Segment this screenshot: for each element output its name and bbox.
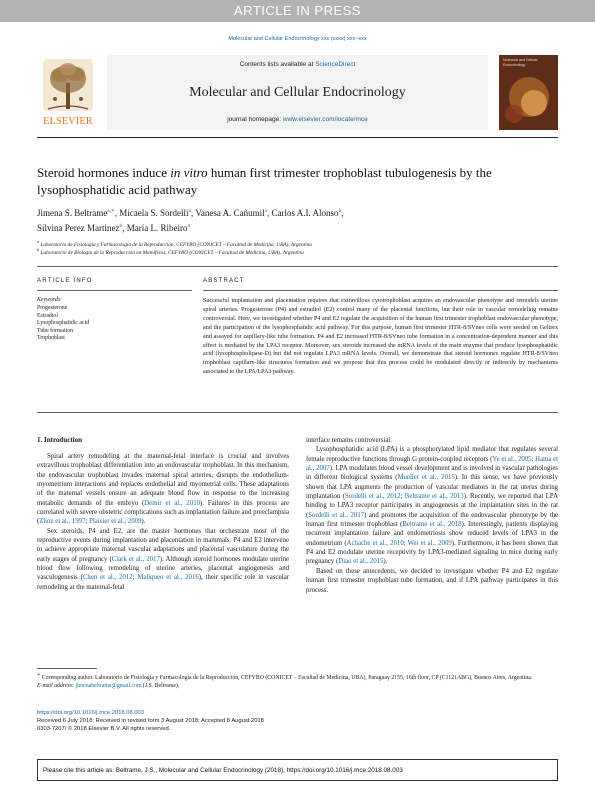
title-text: Steroid hormones induce	[37, 165, 171, 180]
footnote-divider	[37, 668, 97, 669]
citation-link[interactable]: Achache et al., 2010	[346, 539, 404, 547]
author-separator: ,	[122, 223, 127, 233]
author-name[interactable]: Silvina Perez Martinez	[37, 223, 120, 233]
citation-link[interactable]: Beltrame et al., 2013	[404, 493, 464, 501]
text-run: ) and promotes the acquisition of the endovascular phenotype by the human first trimester trophoblast (	[306, 511, 558, 529]
citation-link[interactable]: Maliqueo et al., 2016	[137, 574, 199, 582]
journal-reference-link[interactable]: Molecular and Cellular Endocrinology xxx (xxxx) xxx–xxx	[228, 36, 367, 42]
article-title	[37, 164, 537, 198]
citation-link[interactable]: Mueller et al., 2015	[397, 474, 455, 482]
text-run: Lysophosphatidic acid (LPA) is a phosphorylated lipid mediator that regulates several female reproductive functions through G protein-coupled receptors (	[306, 446, 558, 463]
journal-masthead	[37, 55, 558, 130]
divider	[203, 290, 558, 291]
text-run: ). In this sense, we have previously shown that LPA augments the production of vascular mediators in the rat uterus during implantation (	[306, 474, 558, 501]
abstract-heading: ABSTRACT	[203, 278, 245, 284]
citation-link[interactable]: Ye et al., 2005	[492, 455, 532, 463]
author-list	[37, 205, 537, 235]
author-affiliation-marker[interactable]: a,∗	[107, 208, 115, 214]
text-run: ;	[531, 455, 536, 463]
masthead-center	[107, 55, 488, 130]
body-column-left	[37, 452, 289, 592]
paragraph: interface remains controversial.	[306, 437, 392, 444]
text-run: ). Failures in this process are correlated with severe obstetric complications such as implantation failure and preeclampsia (	[37, 499, 289, 526]
citation-link[interactable]: Demir et al., 2010	[144, 499, 201, 507]
email-link[interactable]: jimenabeltrame@gmail.com	[75, 682, 142, 689]
publisher-name: ELSEVIER	[43, 116, 93, 127]
footnote-text	[37, 672, 558, 682]
divider	[37, 412, 558, 413]
citation-link[interactable]: Plaisier et al., 2009	[89, 518, 142, 526]
author-separator: ,	[191, 208, 196, 218]
journal-title: Molecular and Cellular Endocrinology	[189, 85, 406, 100]
citation-link[interactable]: Diao et al., 2015	[338, 558, 384, 566]
text-run: ;	[85, 518, 90, 526]
sciencedirect-link[interactable]: ScienceDirect	[315, 61, 356, 68]
affiliation-text: Laboratorio de Biología de la Reproducción en Mamíferos, CEFYBO (CONICET – Facultad de Medicina, UBA), Argentina	[40, 249, 304, 256]
article-info-heading: ARTICLE INFO	[37, 278, 93, 284]
text-run: ), their specific role in vascular remodeling at the maternal-fetal	[37, 574, 290, 591]
paragraph: Based on these antecedents, we decided to investigate whether P4 and E2 regulate human first trimester trophoblast tube formation, and if LPA pathway participates in this process.	[306, 567, 558, 594]
copyright-line: 0303-7207/ © 2018 Elsevier B.V. All rights reserved.	[37, 726, 171, 732]
citation-box: Please cite this article as: Beltrame, J.S., Molecular and Cellular Endocrinology (2018), https://doi.org/10.1016/j.mce.2018.08.003	[37, 759, 558, 781]
corresponding-author-footnote	[37, 672, 558, 690]
section-heading-introduction: 1. Introduction	[37, 436, 82, 444]
text-run: ). Furthermore, it has been shown that P4 and E2 modulate uterine receptivity by LPA3-mediated signaling in mice during early pregnancy (	[306, 539, 558, 566]
author-affiliation-marker[interactable]: a	[188, 208, 191, 214]
footnote-marker: ∗	[37, 673, 41, 678]
author-name[interactable]: Vanesa A. Cañumil	[195, 208, 265, 218]
keyword: Lysophosphatidic acid	[37, 320, 90, 327]
article-in-press-banner: ARTICLE IN PRESS	[0, 0, 595, 22]
author-separator: ,	[341, 208, 344, 218]
text-run: ).	[383, 558, 388, 566]
citation-link[interactable]: Beltrame et al., 2018	[402, 521, 462, 529]
paragraph	[37, 452, 289, 527]
homepage-link[interactable]: www.elsevier.com/locate/mce	[282, 116, 368, 123]
homepage-prefix: journal homepage:	[227, 116, 283, 123]
email-label: E-mail address:	[37, 682, 76, 689]
keywords-label: Keywords:	[37, 297, 62, 303]
affiliation-marker: b	[37, 247, 40, 252]
text-run: ).	[141, 518, 146, 526]
text-run: Sex steroids, P4 and E2, are the master hormones that orchestrate most of the reproductive events during implantation and placentation in mammals. P4 and E2 intervene to achieve appropriate maternal vascular adaptations and placental vasculature during the early stages of pregnancy (	[37, 527, 289, 563]
paragraph	[306, 445, 558, 566]
citation-link[interactable]: Hama et al., 2007	[306, 455, 559, 473]
elsevier-logo[interactable]	[37, 55, 99, 130]
citation-link[interactable]: Sordelli et al., 2017	[308, 511, 365, 519]
text-run: ). Although steroid hormones modulate uterine blood flow following remodeling of uterine arteries, placental angiogenesis and vasculogenesis (	[37, 555, 289, 582]
text-run: ). LPA modulates blood vessel development and is involved in vascular pathologies in different biological systems (	[306, 465, 558, 482]
keywords-list	[37, 305, 89, 343]
doi-link[interactable]: https://doi.org/10.1016/j.mce.2018.08.003	[37, 710, 144, 716]
keyword: Progesterone	[37, 305, 68, 311]
title-text: human first trimester trophoblast tubulogenesis by the lysophosphatidic acid pathway	[37, 165, 492, 197]
keyword: Tube formation	[37, 327, 74, 334]
citation-link[interactable]: Clark et al., 2017	[111, 555, 160, 563]
citation-link[interactable]: Chen et al., 2012	[82, 574, 133, 582]
paragraph	[37, 527, 289, 592]
author-name[interactable]: María L. Ribeiro	[126, 223, 188, 233]
author-name[interactable]: Micaela S. Sordelli	[119, 208, 189, 218]
cover-journal-title: Molecular and Cellular Endocrinology	[503, 58, 538, 67]
homepage-line	[107, 116, 488, 123]
affiliation-b	[37, 246, 304, 257]
author-separator: ,	[114, 208, 120, 218]
affiliation-marker: a	[37, 239, 39, 244]
text-run: Spiral artery remodeling at the maternal-fetal interface is crucial and involves extravillous trophoblast differentiation into an endovascular trophoblast. In this mechanism, the endovascular trophoblast invades maternal spiral arteries, disrupts the endothelium-myometrium interactions and replaces endothelial and myometrial cells. These adaptations of the maternal vessels ensure an adequate blood flow in response to the increasing metabolic demands of the embryo (	[37, 453, 289, 507]
text-run: ). Interestingly, patients displaying recurrent implantation failure and endometriosis show reduced levels of LPA3 in the endometrium (	[306, 521, 559, 547]
text-run: ;	[403, 539, 408, 547]
citation-link[interactable]: Sordelli et al., 2012	[345, 493, 401, 501]
author-name[interactable]: Carlos A.I. Alonso	[271, 208, 339, 218]
author-name[interactable]: Jimena S. Beltrame	[37, 208, 108, 218]
author-affiliation-marker[interactable]: a	[264, 208, 268, 214]
publication-info	[37, 709, 437, 733]
abstract-text: Successful implantation and placentation requires that extravillous cytotrophoblast acquires an endovascular phenotype and remodels uterine spiral arteries. Progesterone (P4) and estradiol (E2) control many of the placental functions, but their role in vascular remodeling remains controversial. Here, we investigated whether P4 and E2 regulate the acquisition of the human first trimester trophoblast endovascular phenotype, and the participation of the lysophosphatidic acid pathway. For this purpose, human first trimester HTR-8/SVneo cells were seeded on Geltrex and assayed for capillary-like tube formation. P4 and E2 increased HTR-8/SVneo tube formation in a concentration-dependent manner and this effect is mediated by the LPA3 receptor. Moreover, sex steroids increased the mRNA levels of the main enzyme that produce lysophosphatidic acid (lysophospholipase-D) but did not regulate LPA3 mRNA levels. Overall, we demonstrate that steroid hormones regulate HTR-8/SVneo trophoblast capillary-like structures formation and we propose that this process could be modulated directly or indirectly by mechanisms associated to the LPA/LPA3 pathway.	[203, 298, 558, 376]
author-affiliation-marker[interactable]: a	[187, 223, 190, 229]
masthead-rule	[37, 137, 558, 138]
citation-link[interactable]: Zhou et al., 1997	[39, 518, 86, 526]
keyword: Estradiol	[37, 312, 58, 319]
footnote-body: Corresponding author. Laboratorio de Fisiología y Farmacología de la Reproducción, CEFYBO (CONICET – Facultad de Medicina, UBA), Paraguay 2155, 16th floor, CP (C1121ABG), Buenos Aires, Argentina.	[40, 674, 533, 681]
divider	[37, 266, 558, 267]
elsevier-tree-icon	[43, 59, 93, 111]
divider	[37, 290, 192, 291]
keyword: Trophoblast	[37, 335, 65, 342]
text-run: ;	[400, 493, 405, 501]
journal-cover-image[interactable]	[499, 55, 558, 130]
cover-art	[521, 90, 547, 116]
author-affiliation-marker[interactable]: b	[338, 208, 342, 214]
email-line	[37, 682, 558, 690]
contents-line	[107, 61, 488, 68]
text-run: ;	[132, 574, 138, 582]
cover-art	[505, 105, 523, 123]
author-separator: ,	[267, 208, 272, 218]
received-dates: Received 6 July 2018; Received in revised form 3 August 2018; Accepted 8 August 2018	[37, 718, 264, 724]
email-suffix: (J.S. Beltrame).	[141, 682, 180, 689]
title-italic: in vitro	[170, 165, 208, 180]
affiliation-text: Laboratorio de Fisiología y Farmacología de la Reproducción, CEFYBO (CONICET – Facultad de Medicina, UBA), Argentina	[40, 241, 312, 248]
contents-prefix: Contents lists available at	[239, 61, 316, 68]
body-column-right	[306, 436, 558, 595]
author-affiliation-marker[interactable]: b	[119, 223, 123, 229]
text-run: ). Recently, we reported that LPA binding to LPA3 receptor participates in angiogenesis at the implantation sites in the rat (	[306, 493, 558, 519]
citation-link[interactable]: Wei et al., 2009	[407, 539, 452, 547]
